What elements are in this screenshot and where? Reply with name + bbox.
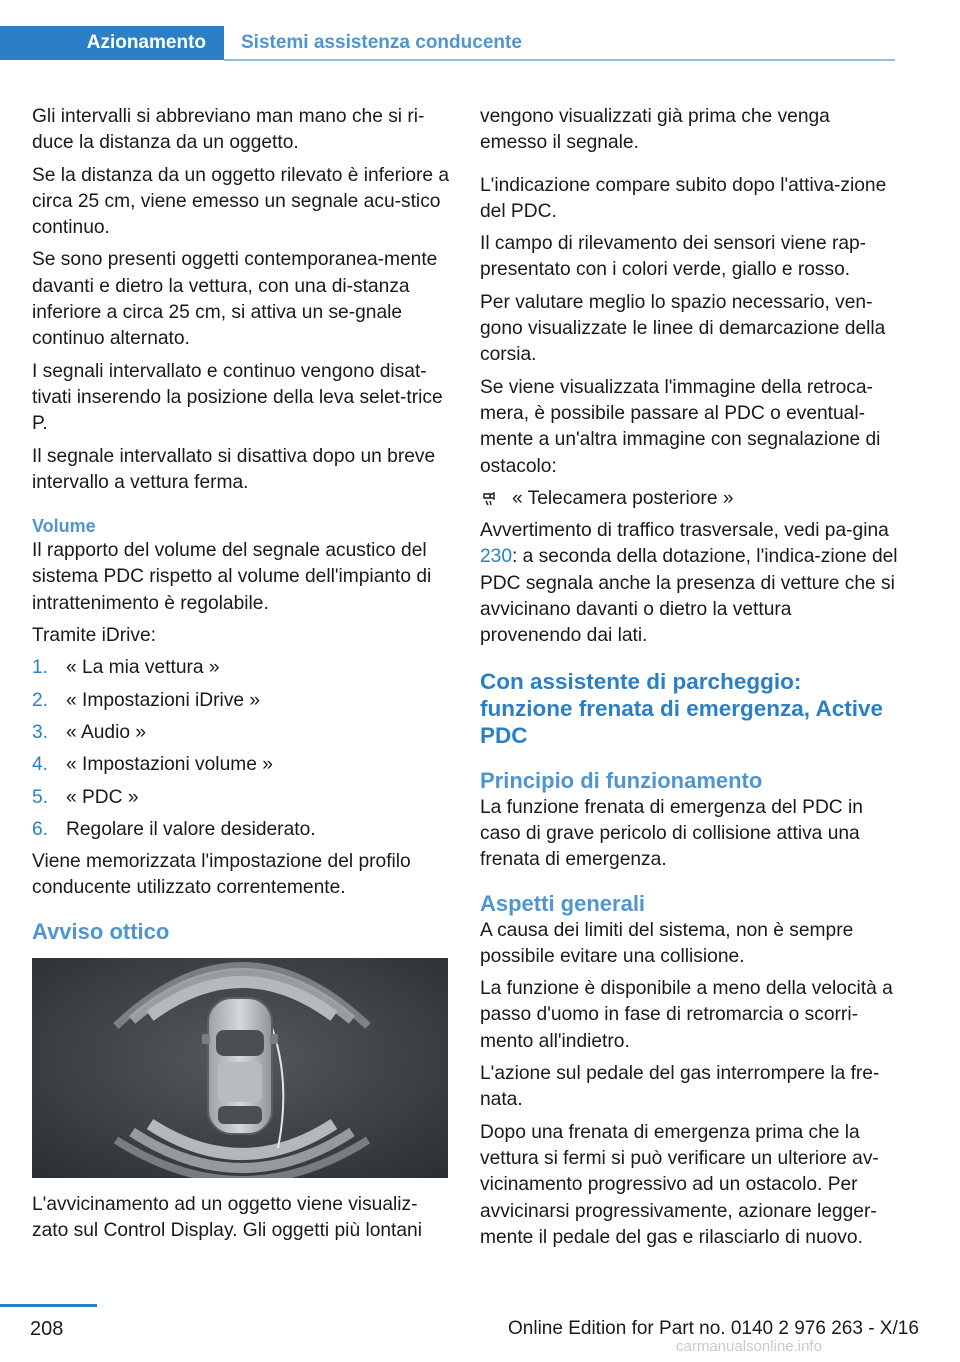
step-text: « PDC » <box>66 786 139 808</box>
paragraph: L'indicazione compare subito dopo l'attiva‐zione del PDC. <box>480 174 887 222</box>
step-number: 3. <box>32 721 49 743</box>
camera-item-label: « Telecamera posteriore » <box>512 487 734 509</box>
text-run: Avvertimento di traffico trasversale, vedi pa‐gina <box>480 520 889 542</box>
step-number: 6. <box>32 818 49 840</box>
paragraph: Gli intervalli si abbreviano man mano che si ri‐duce la distanza da un oggetto. <box>32 106 425 154</box>
right-column <box>480 104 898 1257</box>
list-item <box>32 817 450 843</box>
paragraph <box>480 518 898 649</box>
paragraph: A causa dei limiti del sistema, non è sempre possibile evitare una collisione. <box>480 919 854 967</box>
page-reference-link[interactable]: 230 <box>480 546 513 568</box>
page-number: 208 <box>30 1318 64 1340</box>
paragraph: I segnali intervallato e continuo vengono disat‐tivati inserendo la posizione della leva selet‐trice P. <box>32 360 443 435</box>
list-item <box>32 655 450 681</box>
page-header <box>0 26 895 62</box>
pdc-display-figure <box>32 958 448 1178</box>
step-number: 5. <box>32 786 49 808</box>
footer-rule <box>0 1304 97 1307</box>
camera-menu-item <box>480 486 898 512</box>
paragraph: Il segnale intervallato si disattiva dopo un breve intervallo a vettura ferma. <box>32 445 436 493</box>
step-number: 2. <box>32 689 49 711</box>
car-top-view <box>202 998 278 1134</box>
visual-warning-heading: Avviso ottico <box>32 918 170 944</box>
idrive-steps <box>32 655 450 843</box>
paragraph: Il campo di rilevamento dei sensori viene rap‐presentato con i colori verde, giallo e rosso. <box>480 233 867 281</box>
paragraph: L'azione sul pedale del gas interrompere la fre‐nata. <box>480 1063 880 1111</box>
paragraph: Viene memorizzata l'impostazione del profilo conducente utilizzato correntemente. <box>32 851 411 899</box>
paragraph: Se viene visualizzata l'immagine della retroca‐mera, è possibile passare al PDC o eventual‐mente a un'altra immagine con segnalazione di ostacolo: <box>480 376 881 477</box>
paragraph: vengono visualizzati già prima che venga emesso il segnale. <box>480 106 830 154</box>
paragraph: Per valutare meglio lo spazio necessario, ven‐gono visualizzate le linee di demarcazione della corsia. <box>480 291 886 366</box>
principle-heading: Principio di funzionamento <box>480 767 763 793</box>
paragraph: La funzione è disponibile a meno della velocità a passo d'uomo in fase di retromarcia o scorri‐mento all'indietro. <box>480 978 893 1052</box>
paragraph: Se la distanza da un oggetto rilevato è inferiore a circa 25 cm, viene emesso un segnale acu‐stico continuo. <box>32 164 450 239</box>
rear-camera-icon <box>482 491 504 507</box>
step-number: 4. <box>32 754 49 776</box>
list-item <box>32 720 450 746</box>
paragraph: Dopo una frenata di emergenza prima che la vettura si fermi si può verificare un ulteriore av‐vicinamento progressivo ad un ostacolo. Per avvicinarsi progressivamente, azionare legger‐mente il pedale del gas e rilasciarlo di nuovo. <box>480 1121 879 1248</box>
volume-heading: Volume <box>32 516 96 537</box>
pdc-car-illustration <box>32 958 448 1178</box>
chapter-tab: Sistemi assistenza conducente <box>241 32 522 53</box>
list-item <box>32 688 450 714</box>
section-tab: Azionamento <box>0 26 224 60</box>
header-rule <box>224 59 895 61</box>
step-text: Regolare il valore desiderato. <box>66 818 316 840</box>
step-text: « Impostazioni volume » <box>66 754 273 776</box>
step-text: « Impostazioni iDrive » <box>66 689 261 711</box>
list-item <box>32 785 450 811</box>
text-run: : a seconda della dotazione, l'indica‐zione del PDC segnala anche la presenza di vetture che si avvicinano davanti o dietro la vettura provenendo dai lati. <box>480 546 898 647</box>
list-item <box>32 752 450 778</box>
paragraph: Se sono presenti oggetti contemporanea‐mente davanti e dietro la vettura, con una di‐stanza inferiore a circa 25 cm, si attiva un se‐gnale continuo alternato. <box>32 249 438 350</box>
edition-note: Online Edition for Part no. 0140 2 976 263 - X/16 <box>508 1318 919 1339</box>
parking-assistant-heading: Con assistente di parcheggio: funzione frenata di emergenza, Active PDC <box>480 668 884 748</box>
step-text: « Audio » <box>66 721 147 743</box>
paragraph: La funzione frenata di emergenza del PDC in caso di grave pericolo di collisione attiva una frenata di emergenza. <box>480 796 863 871</box>
left-column <box>32 104 450 1250</box>
watermark: carmanualsonline.info <box>676 1338 822 1355</box>
step-number: 1. <box>32 657 49 679</box>
general-heading: Aspetti generali <box>480 890 646 916</box>
step-text: « La mia vettura » <box>66 657 220 679</box>
paragraph: L'avvicinamento ad un oggetto viene visualiz‐zato sul Control Display. Gli oggetti più lontani <box>32 1193 422 1242</box>
paragraph: Il rapporto del volume del segnale acustico del sistema PDC rispetto al volume dell'impianto di intrattenimento è regolabile. <box>32 540 432 614</box>
paragraph: Tramite iDrive: <box>32 625 157 647</box>
